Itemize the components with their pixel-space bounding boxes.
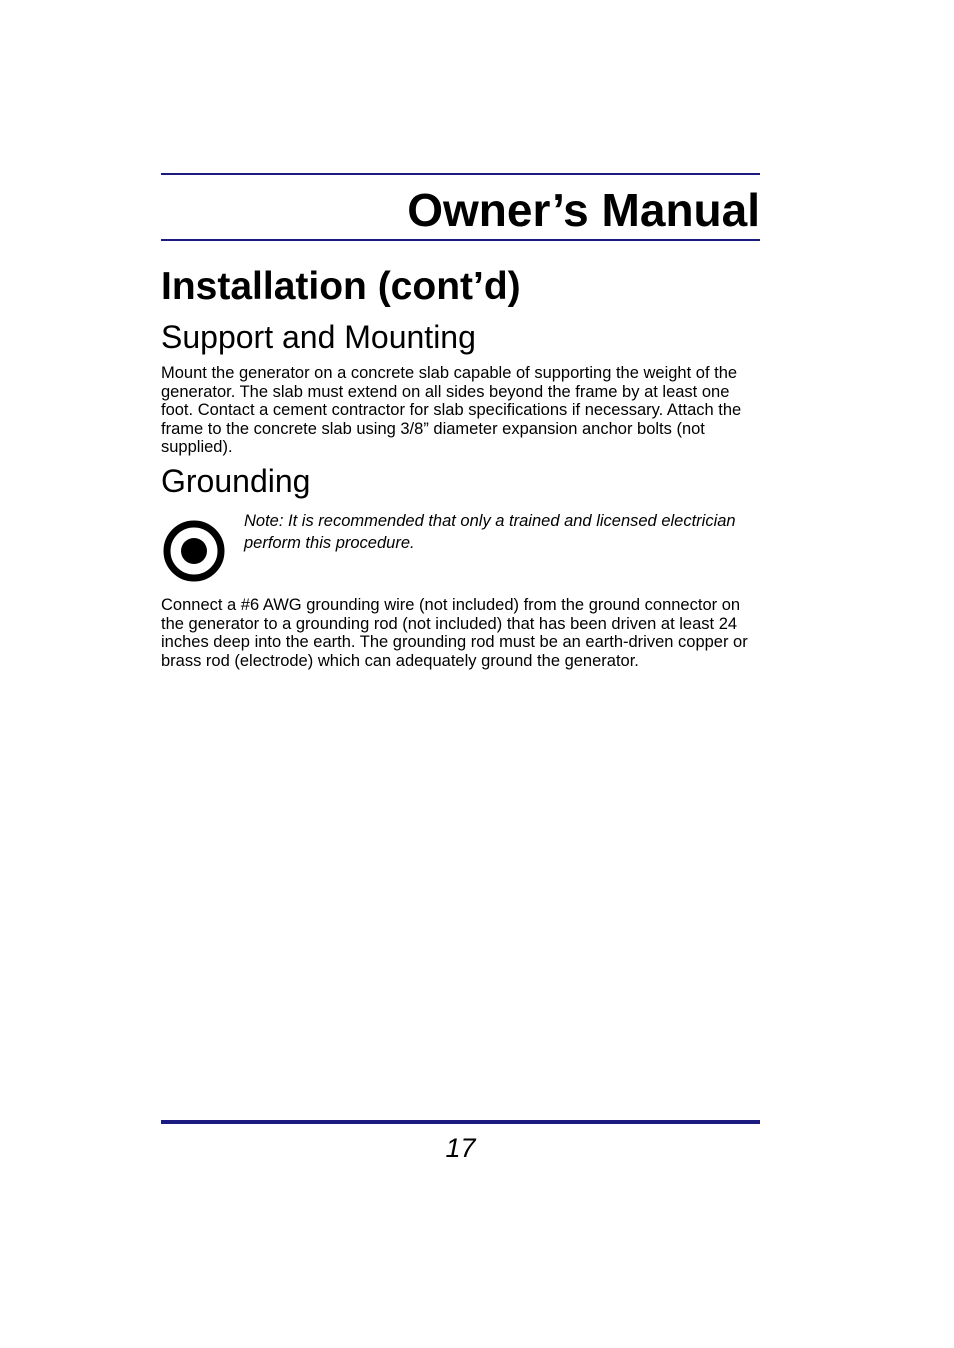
manual-title: Owner’s Manual xyxy=(407,184,760,236)
grounding-note: Note: It is recommended that only a trained and licensed electrician perform this procedure. xyxy=(244,512,736,552)
page-number: 17 xyxy=(445,1133,476,1163)
support-heading: Support and Mounting xyxy=(161,319,476,355)
grounding-paragraph: Connect a #6 AWG grounding wire (not included) from the ground connector on the generator to a grounding rod (not included) that has been driven at least 24 inches deep into the earth. The grounding rod must be an earth-driven copper or brass rod (electrode) which can adequately ground the generator. xyxy=(161,596,748,670)
section-title: Installation (cont’d) xyxy=(161,265,521,308)
support-paragraph: Mount the generator on a concrete slab capable of supporting the weight of the generator. The slab must extend on all sides beyond the frame by at least one foot. Contact a cement contractor for slab specifications if necessary. Attach the frame to the concrete slab using 3/8” diameter expansion anchor bolts (not supplied). xyxy=(161,364,742,456)
header-bottom-rule xyxy=(161,239,760,241)
note-target-icon xyxy=(162,519,226,583)
grounding-heading: Grounding xyxy=(161,463,311,499)
footer-rule xyxy=(161,1120,760,1124)
header-top-rule xyxy=(161,173,760,175)
